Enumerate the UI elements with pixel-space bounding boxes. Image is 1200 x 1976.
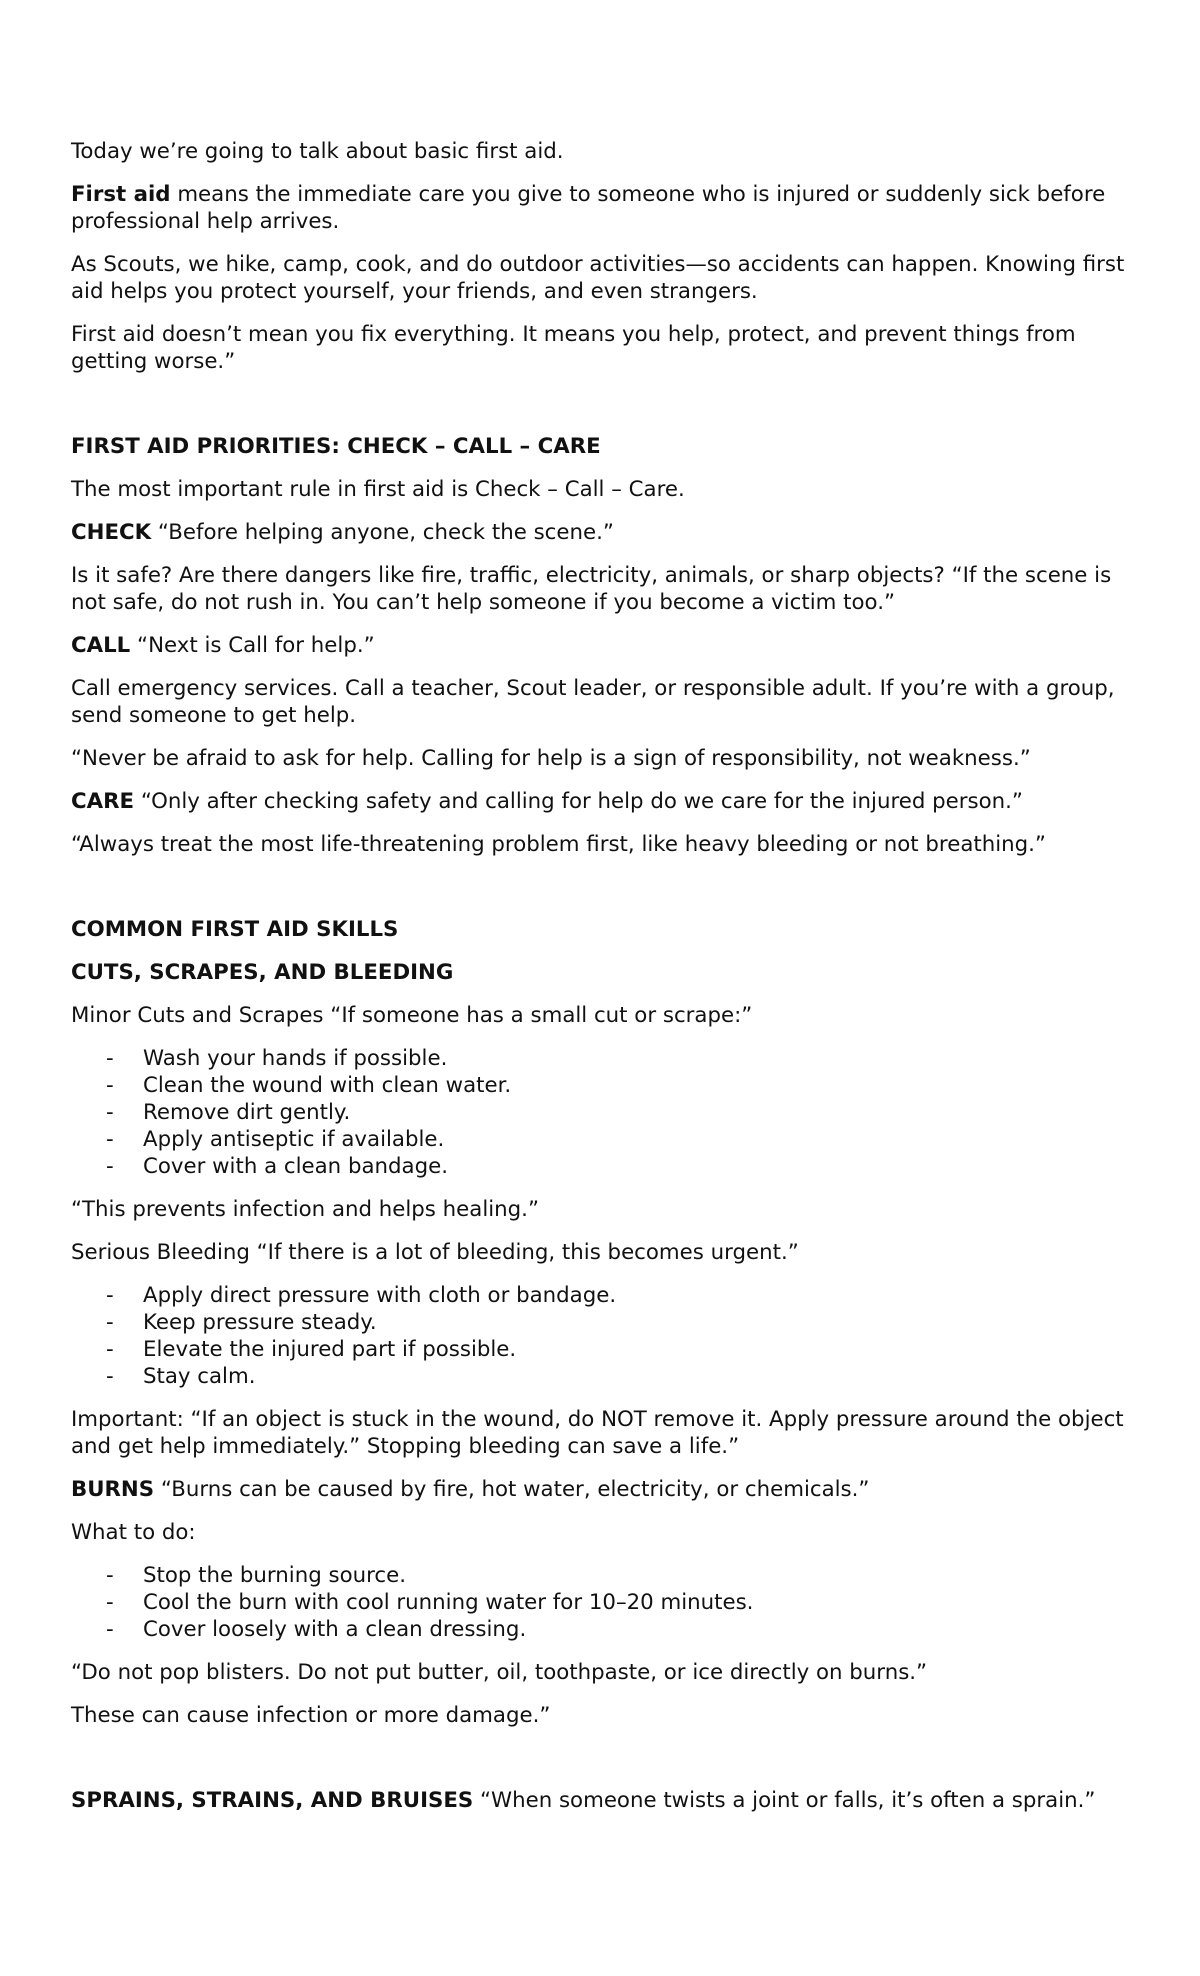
list-item <box>71 1336 1130 1363</box>
list-item-text: Elevate the injured part if possible. <box>143 1337 517 1362</box>
call-quote: “Never be afraid to ask for help. Calling for help is a sign of responsibility, not weakness.” <box>71 746 1031 771</box>
serious-bleeding-steps <box>71 1282 1130 1390</box>
list-item-text: Remove dirt gently. <box>143 1100 351 1125</box>
care-quote: “Always treat the most life-threatening problem first, like heavy bleeding or not breathing.” <box>71 832 1046 857</box>
list-dash-marker: - <box>106 1337 114 1362</box>
care-text: “Only after checking safety and calling for help do we care for the injured person.” <box>134 789 1023 814</box>
sprains-paragraph <box>71 1787 1130 1814</box>
list-item-text: Keep pressure steady. <box>143 1310 377 1335</box>
list-item <box>71 1072 1130 1099</box>
list-item-text: Stop the burning source. <box>143 1563 406 1588</box>
serious-bleeding-intro: Serious Bleeding “If there is a lot of bleeding, this becomes urgent.” <box>71 1240 799 1265</box>
skills-heading: COMMON FIRST AID SKILLS <box>71 917 399 942</box>
minor-cuts-note: “This prevents infection and helps healing.” <box>71 1197 539 1222</box>
burns-label: BURNS <box>71 1477 155 1502</box>
call-paragraph <box>71 632 1130 659</box>
list-item-text: Clean the wound with clean water. <box>143 1073 512 1098</box>
list-dash-marker: - <box>106 1310 114 1335</box>
call-detail: Call emergency services. Call a teacher, Scout leader, or responsible adult. If you’re with a group, send someone to get help. <box>71 676 1115 728</box>
list-dash-marker: - <box>106 1073 114 1098</box>
intro-paragraph: Today we’re going to talk about basic first aid. <box>71 139 564 164</box>
cuts-heading: CUTS, SCRAPES, AND BLEEDING <box>71 960 454 985</box>
burns-paragraph <box>71 1476 1130 1503</box>
list-dash-marker: - <box>106 1590 114 1615</box>
list-dash-marker: - <box>106 1283 114 1308</box>
check-paragraph <box>71 519 1130 546</box>
list-item-text: Stay calm. <box>143 1364 256 1389</box>
list-item-text: Cover loosely with a clean dressing. <box>143 1617 527 1642</box>
list-item-text: Wash your hands if possible. <box>143 1046 448 1071</box>
burns-damage: These can cause infection or more damage.” <box>71 1703 551 1728</box>
burns-what-to-do: What to do: <box>71 1520 196 1545</box>
important-note: Important: “If an object is stuck in the wound, do NOT remove it. Apply pressure around the object and get help immediately.” Stopping bleeding can save a life.” <box>71 1407 1124 1459</box>
list-item <box>71 1099 1130 1126</box>
burns-steps <box>71 1562 1130 1643</box>
first-aid-definition <box>71 181 1130 235</box>
list-dash-marker: - <box>106 1563 114 1588</box>
list-dash-marker: - <box>106 1046 114 1071</box>
priorities-heading: FIRST AID PRIORITIES: CHECK – CALL – CARE <box>71 434 601 459</box>
list-item <box>71 1589 1130 1616</box>
priorities-rule: The most important rule in first aid is Check – Call – Care. <box>71 477 685 502</box>
first-aid-term: First aid <box>71 182 171 207</box>
list-item <box>71 1045 1130 1072</box>
call-label: CALL <box>71 633 131 658</box>
check-label: CHECK <box>71 520 152 545</box>
list-dash-marker: - <box>106 1100 114 1125</box>
list-dash-marker: - <box>106 1154 114 1179</box>
burns-warning: “Do not pop blisters. Do not put butter, oil, toothpaste, or ice directly on burns.” <box>71 1660 928 1685</box>
list-dash-marker: - <box>106 1127 114 1152</box>
list-dash-marker: - <box>106 1617 114 1642</box>
first-aid-definition-text: means the immediate care you give to someone who is injured or suddenly sick before professional help arrives. <box>71 182 1106 234</box>
minor-cuts-intro: Minor Cuts and Scrapes “If someone has a small cut or scrape:” <box>71 1003 753 1028</box>
check-text: “Before helping anyone, check the scene.” <box>151 520 614 545</box>
call-text: “Next is Call for help.” <box>130 633 375 658</box>
list-item <box>71 1309 1130 1336</box>
minor-cuts-steps <box>71 1045 1130 1180</box>
scouts-paragraph: As Scouts, we hike, camp, cook, and do outdoor activities—so accidents can happen. Knowing first aid helps you protect yourself, your friends, and even strangers. <box>71 252 1125 304</box>
list-item <box>71 1363 1130 1390</box>
list-item <box>71 1562 1130 1589</box>
list-item-text: Apply direct pressure with cloth or bandage. <box>143 1283 617 1308</box>
fix-everything-paragraph: First aid doesn’t mean you fix everything. It means you help, protect, and prevent things from getting worse.” <box>71 322 1076 374</box>
list-item-text: Apply antiseptic if available. <box>143 1127 445 1152</box>
list-item <box>71 1126 1130 1153</box>
check-detail: Is it safe? Are there dangers like fire, traffic, electricity, animals, or sharp objects? “If the scene is not safe, do not rush in. You can’t help someone if you become a victim too.” <box>71 563 1112 615</box>
care-label: CARE <box>71 789 135 814</box>
sprains-label: SPRAINS, STRAINS, AND BRUISES <box>71 1788 474 1813</box>
burns-text: “Burns can be caused by fire, hot water, electricity, or chemicals.” <box>154 1477 870 1502</box>
list-item <box>71 1282 1130 1309</box>
list-item-text: Cool the burn with cool running water for 10–20 minutes. <box>143 1590 754 1615</box>
list-item <box>71 1616 1130 1643</box>
list-item <box>71 1153 1130 1180</box>
sprains-text: “When someone twists a joint or falls, it’s often a sprain.” <box>473 1788 1096 1813</box>
care-paragraph <box>71 788 1130 815</box>
list-item-text: Cover with a clean bandage. <box>143 1154 448 1179</box>
list-dash-marker: - <box>106 1364 114 1389</box>
